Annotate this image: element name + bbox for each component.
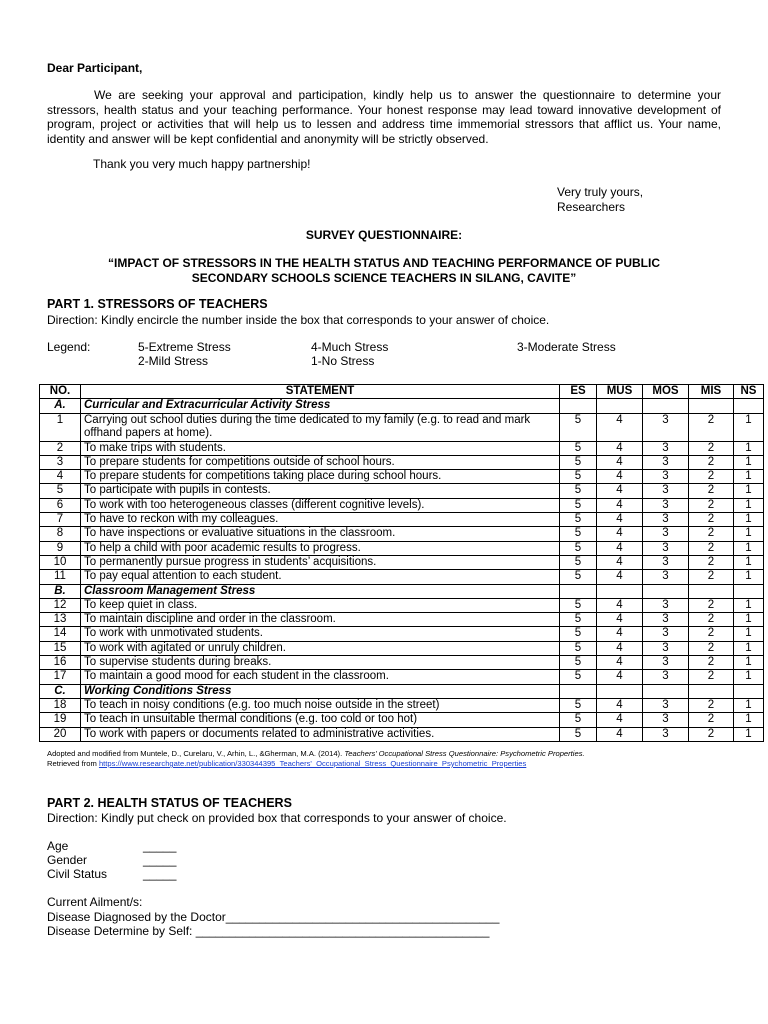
stressors-table	[39, 384, 764, 742]
rating-option[interactable]: 4	[597, 570, 643, 584]
rating-option[interactable]: 4	[597, 656, 643, 670]
table-row	[40, 670, 764, 684]
table-row	[40, 498, 764, 512]
empty-cell	[689, 584, 734, 598]
rating-option[interactable]: 1	[734, 713, 764, 727]
rating-option[interactable]: 4	[597, 670, 643, 684]
rating-option[interactable]: 1	[734, 413, 764, 441]
table-row	[40, 470, 764, 484]
rating-option[interactable]: 5	[560, 513, 597, 527]
rating-option[interactable]: 2	[689, 656, 734, 670]
rating-option[interactable]: 4	[597, 727, 643, 741]
rating-option[interactable]: 5	[560, 470, 597, 484]
rating-option[interactable]: 1	[734, 498, 764, 512]
statement: To prepare students for competitions outside of school hours.	[81, 455, 560, 469]
rating-option[interactable]: 5	[560, 698, 597, 712]
rating-option[interactable]: 1	[734, 441, 764, 455]
rating-option[interactable]: 2	[689, 598, 734, 612]
empty-cell	[597, 399, 643, 413]
rating-option[interactable]: 2	[689, 627, 734, 641]
rating-option[interactable]: 3	[643, 656, 689, 670]
rating-option[interactable]: 4	[597, 413, 643, 441]
statement: To pay equal attention to each student.	[81, 570, 560, 584]
section-letter: B.	[40, 584, 81, 598]
legend-item: 5-Extreme Stress	[138, 340, 231, 354]
table-body	[40, 399, 764, 742]
rating-option[interactable]: 3	[643, 513, 689, 527]
rating-option[interactable]: 2	[689, 570, 734, 584]
item-number: 9	[40, 541, 81, 555]
rating-option[interactable]: 5	[560, 670, 597, 684]
rating-option[interactable]: 2	[689, 513, 734, 527]
section-letter: A.	[40, 399, 81, 413]
item-number: 13	[40, 613, 81, 627]
header-no: NO.	[40, 385, 81, 399]
survey-heading: SURVEY QUESTIONNAIRE:	[305, 228, 463, 242]
header-es: ES	[560, 385, 597, 399]
item-number: 12	[40, 598, 81, 612]
survey-title-line-1: “IMPACT OF STRESSORS IN THE HEALTH STATUS AND TEACHING PERFORMANCE OF PUBLIC	[108, 256, 660, 270]
empty-cell	[597, 584, 643, 598]
table-row	[40, 555, 764, 569]
section-row	[40, 684, 764, 698]
rating-option[interactable]: 2	[689, 484, 734, 498]
rating-option[interactable]: 5	[560, 641, 597, 655]
source-retrieved: Retrieved from	[47, 759, 97, 768]
empty-cell	[734, 399, 764, 413]
rating-option[interactable]: 3	[643, 698, 689, 712]
statement: To work with agitated or unruly children.	[81, 641, 560, 655]
rating-option[interactable]: 2	[689, 555, 734, 569]
rating-option[interactable]: 1	[734, 541, 764, 555]
item-number: 20	[40, 727, 81, 741]
rating-option[interactable]: 4	[597, 698, 643, 712]
rating-option[interactable]: 4	[597, 598, 643, 612]
rating-option[interactable]: 3	[643, 613, 689, 627]
statement: To participate with pupils in contests.	[81, 484, 560, 498]
table-header-row	[40, 385, 764, 399]
source-prefix: Adopted and modified from Muntele, D., Curelaru, V., Arhin, L., &Gherman, M.A. (2014).	[47, 749, 343, 758]
statement: To teach in noisy conditions (e.g. too much noise outside in the street)	[81, 698, 560, 712]
header-mis: MIS	[689, 385, 734, 399]
table-row	[40, 455, 764, 469]
item-number: 2	[40, 441, 81, 455]
civil-status-field[interactable]	[47, 867, 177, 881]
greeting: Dear Participant,	[47, 61, 143, 75]
field-label: Gender	[47, 853, 88, 867]
table-row	[40, 613, 764, 627]
statement: To keep quiet in class.	[81, 598, 560, 612]
rating-option[interactable]: 3	[643, 670, 689, 684]
rating-option[interactable]: 4	[597, 555, 643, 569]
rating-option[interactable]: 4	[597, 470, 643, 484]
rating-option[interactable]: 5	[560, 627, 597, 641]
header-mus: MUS	[597, 385, 643, 399]
rating-option[interactable]: 5	[560, 727, 597, 741]
rating-option[interactable]: 5	[560, 613, 597, 627]
rating-option[interactable]: 1	[734, 698, 764, 712]
table-row	[40, 484, 764, 498]
rating-option[interactable]: 1	[734, 727, 764, 741]
rating-option[interactable]: 3	[643, 727, 689, 741]
rating-option[interactable]: 4	[597, 513, 643, 527]
table-row	[40, 598, 764, 612]
rating-option[interactable]: 1	[734, 570, 764, 584]
age-field[interactable]	[47, 839, 177, 853]
item-number: 19	[40, 713, 81, 727]
rating-option[interactable]: 3	[643, 641, 689, 655]
rating-option[interactable]: 3	[643, 484, 689, 498]
ailment-label: Current Ailment/s:	[47, 895, 143, 909]
rating-option[interactable]: 4	[597, 713, 643, 727]
legend-item: 2-Mild Stress	[138, 354, 209, 368]
statement: To have inspections or evaluative situations in the classroom.	[81, 527, 560, 541]
statement: To permanently pursue progress in students’ acquisitions.	[81, 555, 560, 569]
section-letter: C.	[40, 684, 81, 698]
rating-option[interactable]: 5	[560, 413, 597, 441]
rating-option[interactable]: 2	[689, 441, 734, 455]
statement: To maintain discipline and order in the classroom.	[81, 613, 560, 627]
rating-option[interactable]: 2	[689, 727, 734, 741]
empty-cell	[689, 684, 734, 698]
statement: To help a child with poor academic results to progress.	[81, 541, 560, 555]
empty-cell	[560, 399, 597, 413]
section-title: Classroom Management Stress	[81, 584, 560, 598]
field-label: Civil Status	[47, 867, 108, 881]
rating-option[interactable]: 2	[689, 713, 734, 727]
rating-option[interactable]: 1	[734, 484, 764, 498]
legend	[47, 340, 735, 370]
item-number: 17	[40, 670, 81, 684]
rating-option[interactable]: 2	[689, 613, 734, 627]
rating-option[interactable]: 1	[734, 641, 764, 655]
legend-item: 4-Much Stress	[311, 340, 389, 354]
rating-option[interactable]: 4	[597, 498, 643, 512]
rating-option[interactable]: 1	[734, 613, 764, 627]
closing-line: Very truly yours,	[557, 185, 644, 199]
source-italic: Teachers’ Occupational Stress Questionnaire: Psychometric Properties.	[344, 749, 585, 758]
empty-cell	[643, 584, 689, 598]
section-title: Curricular and Extracurricular Activity Stress	[81, 399, 560, 413]
part1-direction: Direction: Kindly encircle the number inside the box that corresponds to your answer of choice.	[47, 313, 550, 327]
rating-option[interactable]: 4	[597, 484, 643, 498]
rating-option[interactable]: 5	[560, 498, 597, 512]
thanks-line: Thank you very much happy partnership!	[93, 157, 311, 171]
rating-option[interactable]: 5	[560, 541, 597, 555]
statement: To work with unmotivated students.	[81, 627, 560, 641]
table-row	[40, 441, 764, 455]
item-number: 3	[40, 455, 81, 469]
legend-item: 1-No Stress	[311, 354, 375, 368]
statement: To prepare students for competitions taking place during school hours.	[81, 470, 560, 484]
rating-option[interactable]: 3	[643, 555, 689, 569]
table-row	[40, 656, 764, 670]
table-row	[40, 698, 764, 712]
table-row	[40, 527, 764, 541]
rating-option[interactable]: 4	[597, 627, 643, 641]
rating-option[interactable]: 1	[734, 555, 764, 569]
rating-option[interactable]: 3	[643, 713, 689, 727]
statement: Carrying out school duties during the time dedicated to my family (e.g. to read and mark offhand papers at home).	[81, 413, 560, 441]
section-title: Working Conditions Stress	[81, 684, 560, 698]
rating-option[interactable]: 4	[597, 641, 643, 655]
rating-option[interactable]: 4	[597, 527, 643, 541]
rating-option[interactable]: 1	[734, 527, 764, 541]
rating-option[interactable]: 5	[560, 455, 597, 469]
rating-option[interactable]: 1	[734, 670, 764, 684]
rating-option[interactable]: 2	[689, 527, 734, 541]
field-label: Age	[47, 839, 69, 853]
statement: To make trips with students.	[81, 441, 560, 455]
rating-option[interactable]: 1	[734, 627, 764, 641]
item-number: 8	[40, 527, 81, 541]
statement: To teach in unsuitable thermal conditions (e.g. too cold or too hot)	[81, 713, 560, 727]
rating-option[interactable]: 1	[734, 598, 764, 612]
empty-cell	[643, 684, 689, 698]
rating-option[interactable]: 3	[643, 527, 689, 541]
rating-option[interactable]: 3	[643, 498, 689, 512]
header-statement: STATEMENT	[81, 385, 560, 399]
rating-option[interactable]: 5	[560, 555, 597, 569]
field-blank[interactable]: _____	[143, 839, 177, 853]
rating-option[interactable]: 5	[560, 598, 597, 612]
table-row	[40, 413, 764, 441]
rating-option[interactable]: 1	[734, 656, 764, 670]
survey-title-line-2: SECONDARY SCHOOLS SCIENCE TEACHERS IN SILANG, CAVITE”	[191, 270, 577, 285]
rating-option[interactable]: 2	[689, 470, 734, 484]
disease-diagnosed-line[interactable]: Disease Diagnosed by the Doctor_________________________________________	[47, 910, 500, 924]
item-number: 14	[40, 627, 81, 641]
part2-direction: Direction: Kindly put check on provided box that corresponds to your answer of choice.	[47, 811, 507, 825]
rating-option[interactable]: 2	[689, 670, 734, 684]
statement: To work with too heterogeneous classes (different cognitive levels).	[81, 498, 560, 512]
rating-option[interactable]: 1	[734, 455, 764, 469]
empty-cell	[560, 684, 597, 698]
item-number: 11	[40, 570, 81, 584]
rating-option[interactable]: 3	[643, 413, 689, 441]
rating-option[interactable]: 4	[597, 541, 643, 555]
rating-option[interactable]: 3	[643, 470, 689, 484]
rating-option[interactable]: 4	[597, 441, 643, 455]
table-row	[40, 570, 764, 584]
source-link[interactable]: https://www.researchgate.net/publication/330344395_Teachers'_Occupational_Stress_Questionnaire_Psychometric_Properties	[98, 759, 527, 768]
rating-option[interactable]: 3	[643, 541, 689, 555]
rating-option[interactable]: 1	[734, 513, 764, 527]
item-number: 1	[40, 413, 81, 441]
rating-option[interactable]: 4	[597, 455, 643, 469]
rating-option[interactable]: 2	[689, 698, 734, 712]
legend-item: 3-Moderate Stress	[517, 340, 616, 354]
table-row	[40, 713, 764, 727]
rating-option[interactable]: 3	[643, 627, 689, 641]
intro-paragraph: We are seeking your approval and participation, kindly help us to answer the questionnaire to determine your stressors, health status and your teaching performance. Your honest response may lead toward innovative development of program, project or activities that will help us to lessen and address time immemorial stressors that afflict us. Your name, identity and answer will be kept confidential and anonymity will be strictly observed.	[47, 88, 721, 146]
item-number: 6	[40, 498, 81, 512]
survey-title	[47, 256, 721, 285]
empty-cell	[689, 399, 734, 413]
item-number: 15	[40, 641, 81, 655]
rating-option[interactable]: 3	[643, 455, 689, 469]
item-number: 18	[40, 698, 81, 712]
rating-option[interactable]: 1	[734, 470, 764, 484]
statement: To maintain a good mood for each student in the classroom.	[81, 670, 560, 684]
header-ns: NS	[734, 385, 764, 399]
section-row	[40, 399, 764, 413]
rating-option[interactable]: 3	[643, 441, 689, 455]
table-row	[40, 513, 764, 527]
rating-option[interactable]: 5	[560, 441, 597, 455]
gender-field[interactable]	[47, 853, 177, 867]
empty-cell	[734, 684, 764, 698]
table-row	[40, 727, 764, 741]
part1-title: PART 1. STRESSORS OF TEACHERS	[47, 297, 268, 311]
statement: To have to reckon with my colleagues.	[81, 513, 560, 527]
empty-cell	[643, 399, 689, 413]
closing-block	[557, 185, 643, 214]
rating-option[interactable]: 5	[560, 527, 597, 541]
rating-option[interactable]: 2	[689, 413, 734, 441]
rating-option[interactable]: 2	[689, 498, 734, 512]
field-blank[interactable]: _____	[143, 853, 177, 867]
rating-option[interactable]: 5	[560, 713, 597, 727]
source-citation	[47, 749, 735, 769]
disease-self-line[interactable]: Disease Determine by Self: ____________________________________________	[47, 924, 490, 938]
table-row	[40, 541, 764, 555]
rating-option[interactable]: 2	[689, 541, 734, 555]
rating-option[interactable]: 3	[643, 598, 689, 612]
part2-title: PART 2. HEALTH STATUS OF TEACHERS	[47, 796, 292, 810]
rating-option[interactable]: 2	[689, 641, 734, 655]
item-number: 5	[40, 484, 81, 498]
statement: To work with papers or documents related to administrative activities.	[81, 727, 560, 741]
field-blank[interactable]: _____	[143, 867, 177, 881]
table-row	[40, 641, 764, 655]
item-number: 4	[40, 470, 81, 484]
empty-cell	[734, 584, 764, 598]
rating-option[interactable]: 5	[560, 570, 597, 584]
rating-option[interactable]: 5	[560, 484, 597, 498]
empty-cell	[560, 584, 597, 598]
item-number: 10	[40, 555, 81, 569]
rating-option[interactable]: 5	[560, 656, 597, 670]
rating-option[interactable]: 4	[597, 613, 643, 627]
item-number: 7	[40, 513, 81, 527]
rating-option[interactable]: 2	[689, 455, 734, 469]
signature: Researchers	[557, 199, 626, 214]
statement: To supervise students during breaks.	[81, 656, 560, 670]
section-row	[40, 584, 764, 598]
header-mos: MOS	[643, 385, 689, 399]
empty-cell	[597, 684, 643, 698]
rating-option[interactable]: 3	[643, 570, 689, 584]
item-number: 16	[40, 656, 81, 670]
table-row	[40, 627, 764, 641]
legend-label: Legend:	[47, 340, 91, 354]
